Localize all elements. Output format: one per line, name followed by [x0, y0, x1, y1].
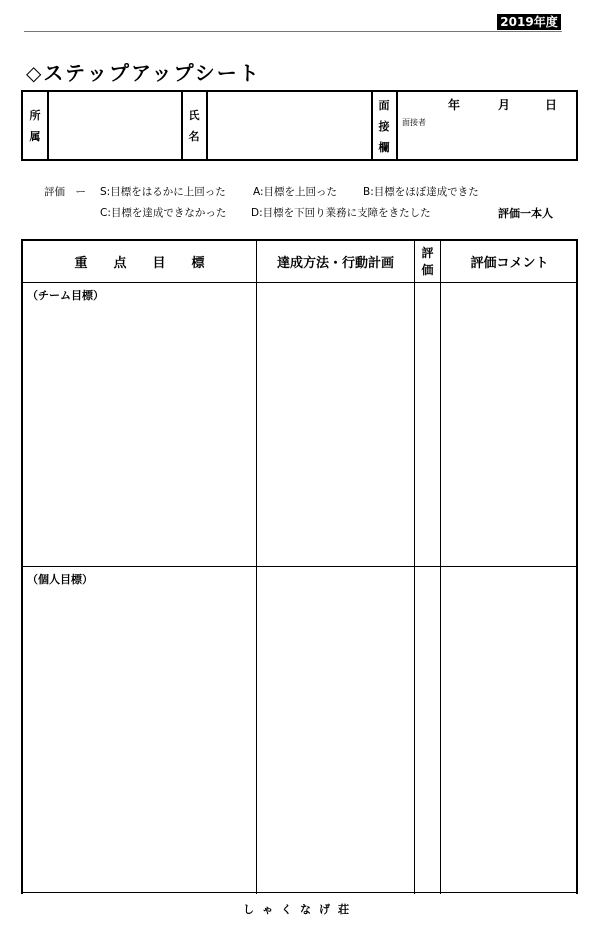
personal-evaluation-field[interactable]	[416, 568, 439, 893]
name-field[interactable]	[208, 92, 369, 159]
legend-item-b: B:目標をほぼ達成できた	[363, 186, 479, 198]
team-evaluation-field[interactable]	[416, 284, 439, 565]
page-title: ◇ステップアップシート	[26, 61, 261, 85]
month-label: 月	[498, 98, 511, 112]
day-label: 日	[545, 98, 558, 112]
column-header-evaluation-comment: 評価コメント	[470, 256, 549, 271]
legend-item-d: D:目標を下回り業務に支障をきたした	[251, 207, 431, 219]
personal-action-plan-field[interactable]	[258, 568, 413, 893]
team-goals-field[interactable]	[23, 301, 255, 565]
self-evaluation-label: 評価一本人	[498, 207, 553, 220]
year-label: 年	[448, 98, 461, 112]
team-goals-label: （チーム目標）	[27, 289, 104, 302]
legend-item-a: A:目標を上回った	[253, 186, 338, 198]
interview-label: 面 接 欄	[378, 99, 390, 154]
column-divider	[440, 241, 441, 894]
affiliation-label: 所 属	[29, 109, 41, 143]
team-action-plan-field[interactable]	[258, 284, 413, 565]
column-header-action-plan: 達成方法・行動計画	[276, 256, 394, 271]
legend-heading: 評価 ー	[44, 186, 86, 198]
interview-field[interactable]	[398, 92, 576, 159]
team-comment-field[interactable]	[442, 284, 576, 565]
personal-goals-field[interactable]	[23, 585, 255, 893]
column-divider	[256, 241, 257, 894]
table-bottom-border	[21, 892, 578, 893]
info-box	[21, 90, 578, 161]
interviewer-label: 面接者	[402, 118, 426, 127]
header-divider	[23, 282, 576, 283]
personal-goals-label: （個人目標）	[27, 573, 93, 586]
footer-organization: しゃくなげ荘	[243, 903, 357, 916]
affiliation-field[interactable]	[49, 92, 179, 159]
column-divider	[414, 241, 415, 894]
column-header-evaluation: 評 価	[421, 245, 434, 277]
personal-comment-field[interactable]	[442, 568, 576, 893]
column-header-key-goals: 重 点 目 標	[74, 256, 205, 271]
fiscal-year-badge: 2019年度	[497, 14, 561, 30]
section-divider	[23, 566, 576, 567]
legend-item-s: S:目標をはるかに上回った	[100, 186, 226, 198]
legend-item-c: C:目標を達成できなかった	[100, 207, 227, 219]
name-label: 氏 名	[188, 109, 200, 143]
goals-table	[21, 239, 578, 894]
top-divider	[24, 31, 562, 32]
